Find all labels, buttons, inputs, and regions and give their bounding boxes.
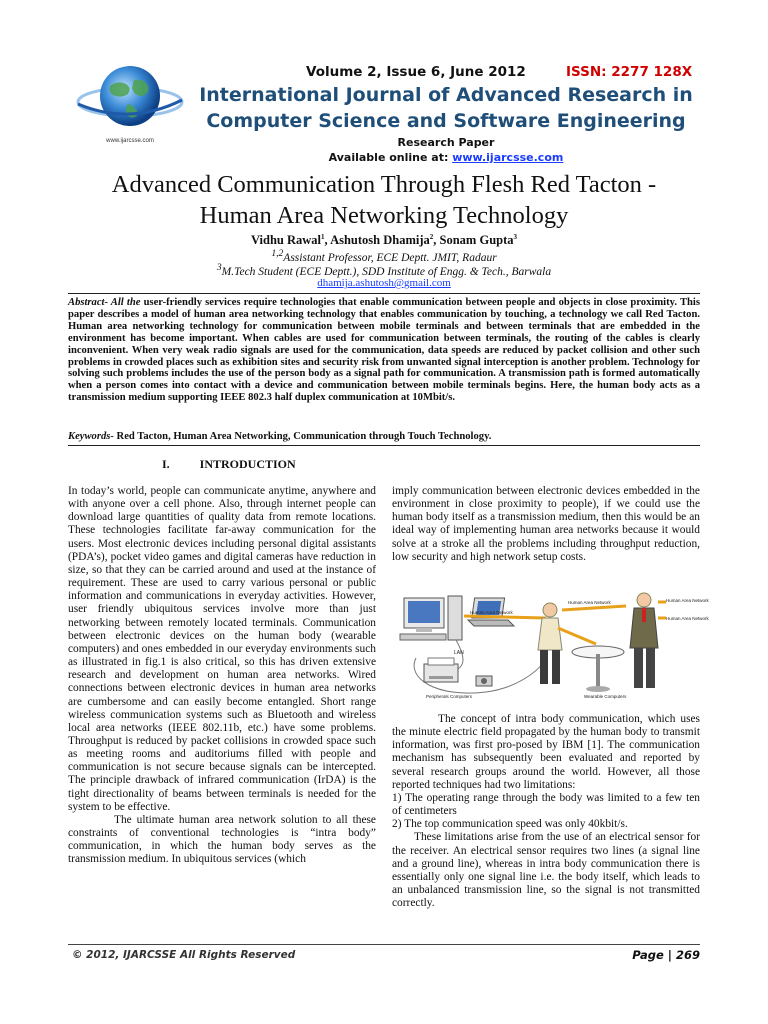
author-1-sup: 1: [321, 233, 325, 241]
list-item: 2) The top communication speed was only 40kbit/s.: [392, 818, 628, 831]
journal-logo: [70, 58, 190, 150]
paragraph: The ultimate human area network solution to all these constraints of conventional technologies is “intra body” communication, in which the human body serves as the transmission medium. In ubiquitous services (which: [68, 813, 376, 866]
author-2-sup: 2: [429, 233, 434, 241]
affiliation-1-sup: 1,2: [271, 248, 284, 259]
person-icon: [538, 603, 562, 684]
right-column-top: [392, 485, 700, 564]
availability-line: [186, 151, 706, 164]
title-line2: Human Area Networking Technology: [199, 202, 569, 229]
camera-icon: [476, 676, 492, 686]
abstract: [68, 297, 700, 404]
peripherals-label: Peripherals Computers: [426, 694, 473, 699]
paper-type: Research Paper: [397, 136, 495, 149]
affiliation-2-text: M.Tech Student (ECE Deptt.), SDD Institute of Engg. & Tech., Barwala: [221, 265, 552, 278]
lan-label: LAN: [454, 650, 464, 656]
han-label-4: Human Area Network: [666, 616, 709, 621]
author-3-sup: 3: [513, 233, 518, 241]
abstract-lead: Abstract- All the: [68, 297, 141, 308]
keywords-label: Keywords-: [68, 431, 114, 442]
issn-number: ISSN: 2277 128X: [566, 64, 693, 80]
availability-label: Available online at:: [328, 151, 453, 164]
paper-title: [60, 169, 708, 231]
page-number: Page | 269: [632, 948, 700, 962]
paragraph: imply communication between electronic devices embedded in the environment in close proximity to people), if we could use the human body itself as a transmission medium, then this would be an ideal way of implementing human area networks because it would solve at a stroke all the problems including throughput reduction, low security and high network setup costs.: [392, 485, 700, 563]
author-1: Vidhu Rawal: [250, 233, 322, 248]
han-label-3: Human Area Network: [666, 598, 709, 603]
desktop-computer-icon: [400, 596, 462, 640]
han-label-2: Human Area Network: [568, 600, 611, 605]
left-column: [68, 485, 376, 867]
list-item: 1) The operating range through the body was limited to a few ten of centimeters: [392, 791, 700, 818]
author-email-link[interactable]: dhamija.ashutosh@gmail.com: [317, 277, 451, 289]
author-list: [60, 233, 708, 248]
abstract-rule-bottom: [68, 445, 700, 446]
copyright-notice: © 2012, IJARCSSE All Rights Reserved: [72, 949, 296, 961]
journal-name-line1: International Journal of Advanced Research in: [199, 84, 693, 106]
abstract-rule-top: [68, 293, 700, 294]
person-icon: [630, 593, 658, 688]
section-title: INTRODUCTION: [199, 457, 296, 471]
journal-name-line2: Computer Science and Software Engineering: [206, 110, 686, 132]
keywords-text: Red Tacton, Human Area Networking, Communication through Touch Technology.: [113, 431, 492, 442]
logo-url-text: www.ijarcsse.com: [106, 138, 154, 144]
section-heading: [68, 457, 368, 472]
affiliation-1-text: Assistant Professor, ECE Deptt. JMIT, Radaur: [283, 251, 497, 264]
author-sep: ,: [324, 233, 331, 248]
figure-human-area-network: [396, 588, 709, 703]
author-3: Sonam Gupta: [439, 233, 514, 248]
affiliation-2: [60, 262, 708, 278]
footer-rule: [68, 944, 700, 945]
keywords: [68, 431, 700, 442]
author-sep: ,: [433, 233, 440, 248]
paragraph: The concept of intra body communication, which uses the minute electric field propagated by the human body to transmit information, was first pro-posed by IBM [1]. The communication mechanism has subsequently been evaluated and reported by several research groups around the world. However, all those reported techniques had two limitations:: [392, 713, 700, 791]
han-label-1: Human Area Network: [470, 610, 513, 615]
printer-icon: [424, 658, 458, 682]
abstract-body: user-friendly services require technologies that enable communication between people and objects in close proximity. This paper describes a model of human area networking technology that enables communication by touching, a technology we call Red Tacton. Human area networking technology for communication between mobile terminals and between terminals that are embedded in the environment has become important. When cables are used for communication between terminals, the routing of the cables is clearly inconvenient. When very weak radio signals are used for the communication, data speeds are reduced by packet collision and other such problems in crowded places such as exhibition sites and security risk from unwanted signal interception is another problem. Technology for solving such problems includes the use of the person body as a signal path for communication. A transmission path is formed automatically when a person comes into contact with a device and communication between mobile terminals begins. Here, the human body acts as a transmission medium supporting IEEE 802.3 half duplex communication at 10Mbit/s.: [68, 297, 700, 404]
right-column-bottom: [392, 713, 700, 910]
journal-website-link[interactable]: www.ijarcsse.com: [452, 151, 564, 164]
wearable-label: Wearable Computers: [584, 694, 627, 699]
paragraph: These limitations arise from the use of an electrical sensor for the receiver. An electrical sensor requires two lines (a signal line and a ground line), whereas in intra body communication there is essentially only one signal line i.e. the body itself, which leads to an unbalanced transmission line, so the signal is not transmitted correctly.: [392, 831, 700, 910]
section-number: I.: [162, 457, 170, 471]
affiliation-2-sup: 3: [216, 262, 222, 273]
paragraph: In today’s world, people can communicate anytime, anywhere and with anyone over a cell phone. Also, through internet people can download large quantities of quality data from remote locations. These technologies facilitate far-away communication for the users. Most electronic devices including personal digital assistants (PDA’s), pocket video games and digital cameras have reduction in size, so that they can be carried around and used at the instance of requirement. These are used to carry various personal or public information and communications in everyday activities. However, user friendly ubiquitous services involve more than just networking between remotely located terminals. Communication between electronic devices on the human body (wearable computers) and ones embedded in our everyday environments such as illustrated in fig.1 is also critical, so this has driven extensive research and development on human area networks. Wired connections between electronic devices in human area networks are cumbersome and can easily become entangled. Short range wireless communication systems such as Bluetooth and wireless local area networks (IEEE 802.11b, etc.) have some problems. Throughput is reduced by packet collisions in crowded space such as meeting rooms and auditoriums filled with people and communication is not secure because signals can be intercepted. The principle drawback of infrared communication (IrDA) is the tight directionality of beams between terminals is needed for the system to be effective.: [68, 485, 376, 813]
author-2: Ashutosh Dhamija: [330, 233, 430, 248]
title-line1: Advanced Communication Through Flesh Red Tacton -: [111, 171, 657, 198]
table-icon: [572, 646, 624, 692]
volume-issue: Volume 2, Issue 6, June 2012: [306, 64, 526, 80]
